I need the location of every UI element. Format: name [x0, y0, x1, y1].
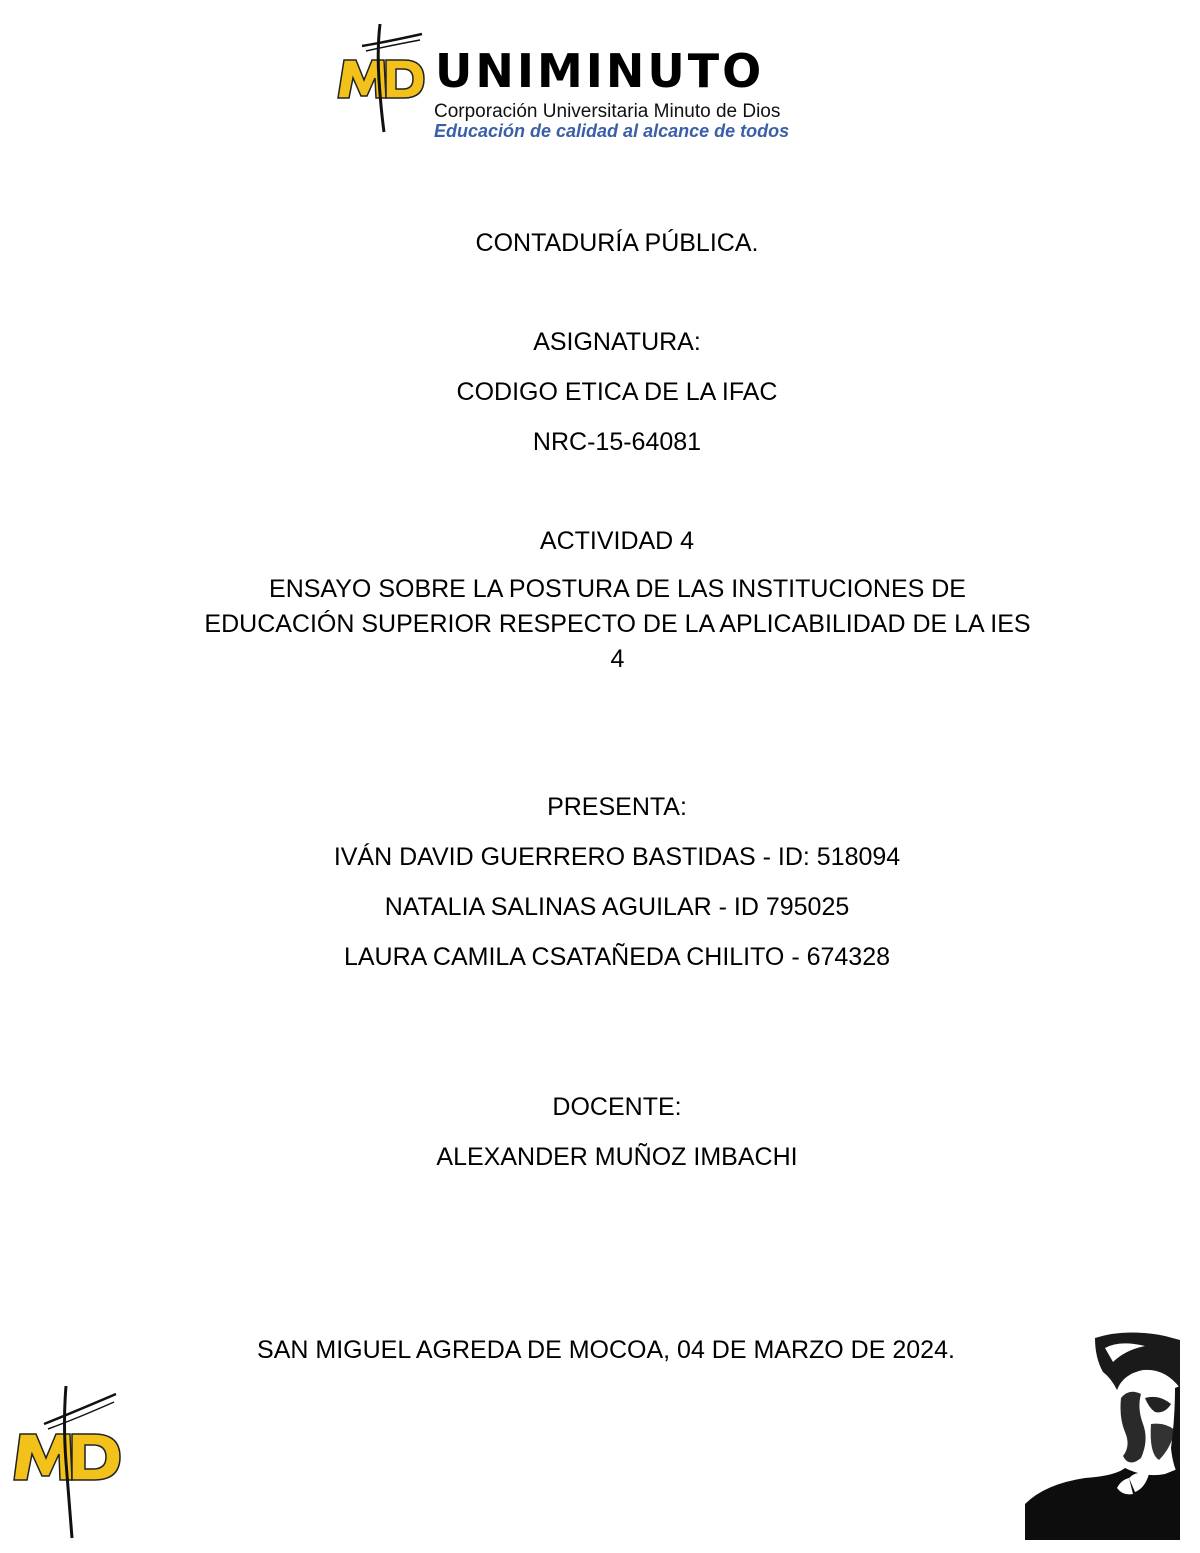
teacher-name: ALEXANDER MUÑOZ IMBACHI	[436, 1143, 798, 1171]
program-name: CONTADURÍA PÚBLICA.	[475, 229, 759, 257]
subject-label: ASIGNATURA:	[533, 328, 701, 356]
presenter-item: LAURA CAMILA CSATAÑEDA CHILITO - 674328	[343, 943, 891, 971]
brand-subtitle: Corporación Universitaria Minuto de Dios	[434, 101, 781, 122]
nrc-code: NRC-15-64081	[532, 428, 702, 456]
presenter-item: NATALIA SALINAS AGUILAR - ID 795025	[384, 893, 850, 921]
founder-portrait-image	[1025, 1328, 1180, 1540]
presenter-item: IVÁN DAVID GUERRERO BASTIDAS - ID: 518094	[333, 843, 901, 871]
activity-label: ACTIVIDAD 4	[539, 527, 695, 555]
md-cross-footer-icon	[8, 1382, 138, 1542]
brand-slogan: Educación de calidad al alcance de todos	[434, 121, 790, 141]
uniminuto-header-logo	[330, 20, 870, 141]
md-cross-icon	[330, 20, 435, 135]
place-and-date: SAN MIGUEL AGREDA DE MOCOA, 04 DE MARZO DE 2024.	[257, 1336, 955, 1364]
essay-title: ENSAYO SOBRE LA POSTURA DE LAS INSTITUCIONES DE EDUCACIÓN SUPERIOR RESPECTO DE LA APLICABILIDAD DE LA IES 4	[204, 575, 1031, 673]
presenters-label: PRESENTA:	[547, 793, 687, 821]
teacher-label: DOCENTE:	[552, 1093, 682, 1121]
brand-name: UNIMINUTO	[435, 44, 765, 98]
subject-name: CODIGO ETICA DE LA IFAC	[456, 378, 778, 406]
